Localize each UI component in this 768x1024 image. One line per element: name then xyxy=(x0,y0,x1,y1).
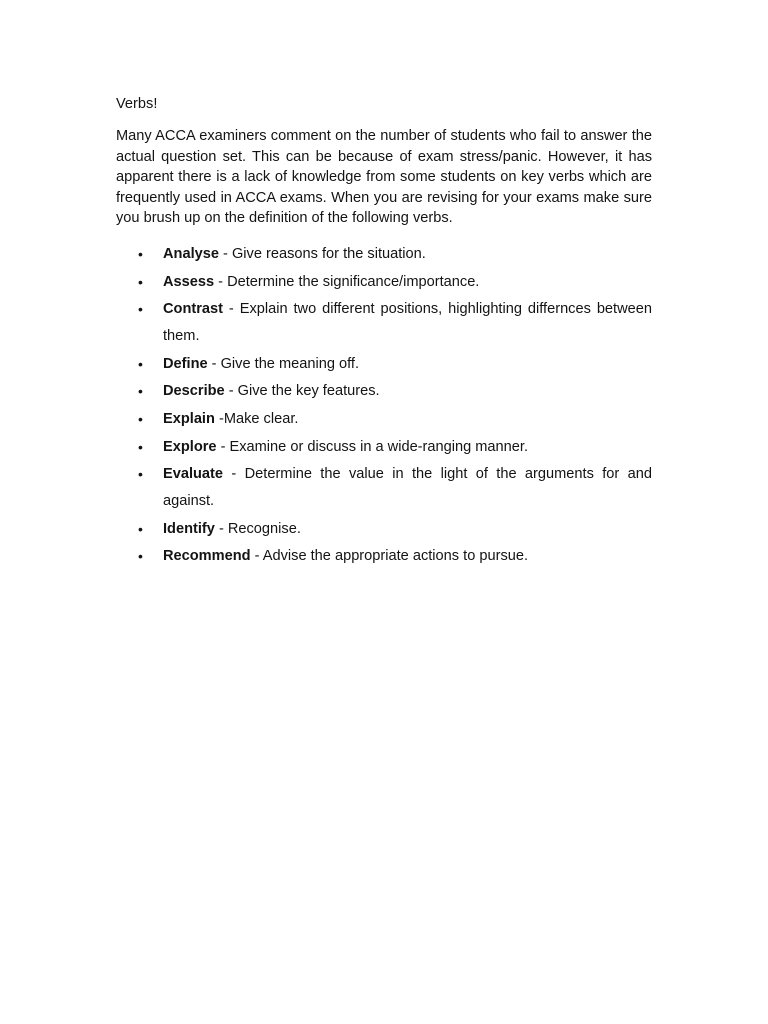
list-item xyxy=(116,351,652,378)
bullet-icon: • xyxy=(138,301,143,318)
verb-definition: - Examine or discuss in a wide-ranging manner. xyxy=(216,438,529,455)
verb-term: Contrast xyxy=(163,301,223,318)
list-item xyxy=(116,461,652,515)
bullet-icon: • xyxy=(138,355,143,372)
list-item xyxy=(116,378,652,405)
verb-list xyxy=(116,241,652,570)
verb-term: Recommend xyxy=(163,548,251,565)
bullet-icon: • xyxy=(138,548,143,565)
bullet-icon: • xyxy=(138,520,143,537)
bullet-icon: • xyxy=(138,245,143,262)
list-item xyxy=(116,296,652,350)
bullet-icon: • xyxy=(138,410,143,427)
bullet-icon: • xyxy=(138,273,143,290)
list-item xyxy=(116,543,652,570)
bullet-icon: • xyxy=(138,466,143,483)
list-item xyxy=(116,241,652,268)
verb-definition: - Give reasons for the situation. xyxy=(218,245,426,262)
verb-term: Assess xyxy=(163,273,215,290)
verb-term: Describe xyxy=(163,383,225,400)
list-item xyxy=(116,516,652,543)
verb-term: Analyse xyxy=(163,245,219,262)
verb-definition: - Determine the significance/importance. xyxy=(214,273,480,290)
bullet-icon: • xyxy=(138,438,143,455)
verb-term: Explain xyxy=(163,410,215,427)
verb-definition: -Make clear. xyxy=(214,410,299,427)
verb-definition: - Determine the value in the light of the arguments for and against. xyxy=(163,466,652,510)
bullet-icon: • xyxy=(138,383,143,400)
verb-definition: - Give the meaning off. xyxy=(207,355,360,372)
document-title: Verbs! xyxy=(116,96,158,112)
verb-definition: - Explain two different positions, highlighting differnces between them. xyxy=(163,301,652,345)
verb-definition: - Give the key features. xyxy=(224,383,380,400)
verb-definition: - Recognise. xyxy=(214,520,301,537)
verb-term: Define xyxy=(163,355,208,372)
verb-term: Explore xyxy=(163,438,217,455)
verb-term: Evaluate xyxy=(163,466,224,483)
verb-term: Identify xyxy=(163,520,215,537)
verb-definition: - Advise the appropriate actions to pursue. xyxy=(250,548,529,565)
list-item xyxy=(116,269,652,296)
list-item xyxy=(116,406,652,433)
intro-paragraph: Many ACCA examiners comment on the number of students who fail to answer the actual question set. This can be because of exam stress/panic. However, it has apparent there is a lack of knowledge from some students on key verbs which are frequently used in ACCA exams. When you are revising for your exams make sure you brush up on the definition of the following verbs. xyxy=(116,128,652,227)
list-item xyxy=(116,434,652,461)
